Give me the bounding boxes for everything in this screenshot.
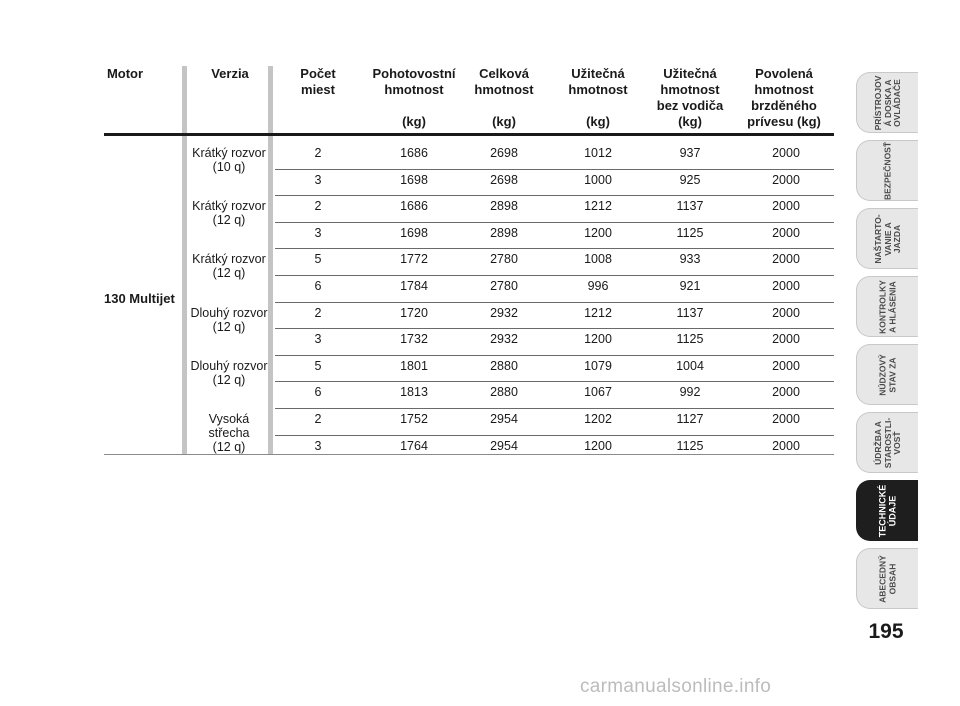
header-verzia [195,66,265,82]
header-motor [100,66,150,82]
version-line: Dlouhý rozvor [190,305,268,320]
version-line: (12 q) [212,213,246,228]
header-celkova [462,66,546,130]
table-cell: 1200 [584,332,612,347]
header-line: Celková [479,66,529,81]
row-divider [275,328,834,329]
version-label [188,146,270,174]
table-cell: 1004 [676,358,704,373]
table-cell: 2880 [490,358,518,373]
version-line: (12 q) [212,440,246,454]
version-line: Dlouhý rozvor [190,358,268,373]
header-line: hmotnost [754,82,814,97]
table-cell: 5 [314,358,322,373]
table-cell: 2000 [772,412,800,426]
table-cell: 1801 [400,358,428,373]
table-cell: 6 [314,385,322,400]
table-cell: 2 [314,305,322,320]
header-unit: (kg) [402,114,426,129]
table-cell: 1127 [676,412,704,426]
version-line: Krátký rozvor [192,146,266,160]
header-unit: (kg) [492,114,516,129]
table-cell: 1200 [584,225,612,240]
chapter-tab[interactable] [856,208,918,269]
table-cell: 2000 [772,146,800,160]
header-pohotovostni [366,66,462,130]
tab-label-line: KONTROLKY [877,279,887,334]
version-label [188,412,270,454]
header-line: Užitečná [571,66,625,81]
table-cell: 1686 [400,199,428,214]
header-line: prívesu (kg) [747,114,821,129]
tab-label-line: Á DOSKA A [881,78,892,127]
version-line: (12 q) [212,319,246,334]
table-cell: 1012 [584,146,612,160]
table-cell: 996 [587,279,609,293]
chapter-tab-label [883,141,893,199]
table-cell: 1067 [584,385,612,400]
table-cell: 1732 [400,332,428,347]
row-divider [275,302,834,303]
column-separator [182,66,187,454]
header-uzitecna-bez-vodica [644,66,736,130]
table-cell: 5 [314,252,322,267]
table-cell: 2898 [490,199,518,214]
chapter-tab[interactable] [856,548,918,609]
chapter-tab[interactable] [856,344,918,405]
table-cell: 2932 [490,332,518,347]
table-cell: 3 [314,438,322,453]
table-cell: 937 [679,146,701,160]
row-divider [275,355,834,356]
header-pocet-miest [280,66,356,98]
table-cell: 1125 [676,438,704,453]
table-cell: 2 [314,146,322,160]
chapter-tab-label [878,555,897,603]
header-line: bez vodiča [656,98,724,113]
table-cell: 1784 [400,279,428,293]
table-cell: 2000 [772,279,800,293]
table-cell: 1772 [400,252,428,267]
table-cell: 1813 [400,385,428,400]
table-cell: 2 [314,199,322,214]
table-cell: 2780 [490,252,518,267]
table-cell: 1202 [584,412,612,426]
row-divider [275,248,834,249]
table-cell: 6 [314,279,322,293]
tab-label-line: JAZDA [891,224,902,253]
table-cell: 1698 [400,172,428,187]
tab-label-line: VANIE A [881,221,892,256]
motor-label: 130 Multijet [104,291,175,306]
table-cell: 2000 [772,172,800,187]
table-cell: 925 [679,172,701,187]
table-cell: 2000 [772,199,800,214]
chapter-tab-label [873,75,902,130]
table-cell: 2000 [772,252,800,267]
version-label [188,359,270,387]
table-cell: 2954 [490,438,518,453]
row-divider [275,408,834,409]
table-cell: 1008 [584,252,612,267]
header-unit: (kg) [586,114,610,129]
table-cell: 2954 [490,412,518,426]
version-label [188,252,270,280]
header-line: Užitečná [663,66,717,81]
header-line: hmotnost [384,82,444,97]
page-number: 195 [868,620,904,643]
row-divider [275,435,834,436]
tab-label-line: OVLÁDAČE [891,78,902,127]
tab-label-line: A HLÁSENIA [886,280,897,333]
header-line: Povolená [755,66,813,81]
table-cell: 2932 [490,305,518,320]
table-cell: 2 [314,412,322,426]
table-cell: 2898 [490,225,518,240]
table-cell: 3 [314,172,322,187]
table-cell: 1125 [676,332,704,347]
header-line: Pohotovostní [372,66,456,81]
header-line: hmotnost [474,82,534,97]
chapter-tab[interactable] [856,480,918,541]
tab-label-line: OBSAH [886,563,897,594]
version-line: Krátký rozvor [192,252,266,267]
table-cell: 1764 [400,438,428,453]
header-line: brzděného [751,98,817,113]
table-cell: 2000 [772,225,800,240]
version-line: Krátký rozvor [192,199,266,214]
table-cell: 3 [314,332,322,347]
tab-label-line: ÚDAJE [886,495,897,526]
version-label [188,306,270,334]
tab-label-line: ABECEDNÝ [877,554,887,603]
table-cell: 1686 [400,146,428,160]
header-line: Verzia [211,66,249,81]
tab-label-line: TECHNICKÉ [877,484,887,537]
tab-label-line: PRÍSTROJOV [872,75,883,130]
table-cell: 2880 [490,385,518,400]
tab-label-line: BEZPEČNOSŤ [881,141,892,200]
row-divider [275,381,834,382]
chapter-tab[interactable] [856,140,918,201]
header-line: Počet [300,66,336,81]
row-divider [275,275,834,276]
table-cell: 2000 [772,332,800,347]
table-cell: 3 [314,225,322,240]
chapter-tab[interactable] [856,276,918,337]
table-cell: 1137 [676,305,704,320]
tab-label-line: STAROSTLI- [881,417,892,468]
row-divider [275,195,834,196]
table-cell: 2000 [772,438,800,453]
table-cell: 1137 [676,199,704,214]
table-cell: 933 [679,252,701,267]
header-line: miest [301,82,335,97]
chapter-tab-label [873,214,902,263]
table-cell: 2000 [772,358,800,373]
tab-label-line: STAV ZA [886,356,897,393]
header-line: Motor [106,66,144,81]
table-cell: 1125 [676,225,704,240]
tab-label-line: NÚDZOVÝ [877,353,887,396]
table-cell: 1079 [584,358,612,373]
version-line: (12 q) [212,266,246,281]
header-uzitecna [556,66,640,130]
tab-label-line: ÚDRŽBA A [872,420,883,465]
table-cell: 1212 [584,305,612,320]
header-povolena-hmotnost [736,66,832,130]
chapter-tab-label [878,280,897,334]
version-line: (10 q) [212,160,246,174]
table-cell: 1752 [400,412,428,426]
table-cell: 1720 [400,305,428,320]
header-line: hmotnost [568,82,628,97]
table-cell: 2000 [772,385,800,400]
row-divider [275,222,834,223]
chapter-tab[interactable] [856,412,918,473]
table-cell: 921 [679,279,701,293]
version-line: střecha [208,426,250,440]
watermark: carmanualsonline.info [580,676,772,697]
tab-label-line: NAŠTARTO- [872,213,883,264]
table-cell: 2000 [772,305,800,320]
tab-label-line: VOSŤ [891,430,902,455]
version-line: (12 q) [212,372,246,387]
version-line: Vysoká [208,412,250,426]
table-bottom-rule [104,454,834,455]
table-cell: 1698 [400,225,428,240]
table-cell: 992 [679,385,701,400]
table-cell: 2698 [490,146,518,160]
header-rule [104,133,834,136]
version-label [188,199,270,227]
header-line: hmotnost [660,82,720,97]
chapter-tab-label [873,417,902,467]
chapter-tab-label [878,484,897,537]
table-cell: 2780 [490,279,518,293]
row-divider [275,169,834,170]
table-cell: 1212 [584,199,612,214]
table-cell: 2698 [490,172,518,187]
chapter-tab-label [878,354,897,396]
table-cell: 1000 [584,172,612,187]
header-line: (kg) [678,114,702,129]
table-cell: 1200 [584,438,612,453]
chapter-tab[interactable] [856,72,918,133]
